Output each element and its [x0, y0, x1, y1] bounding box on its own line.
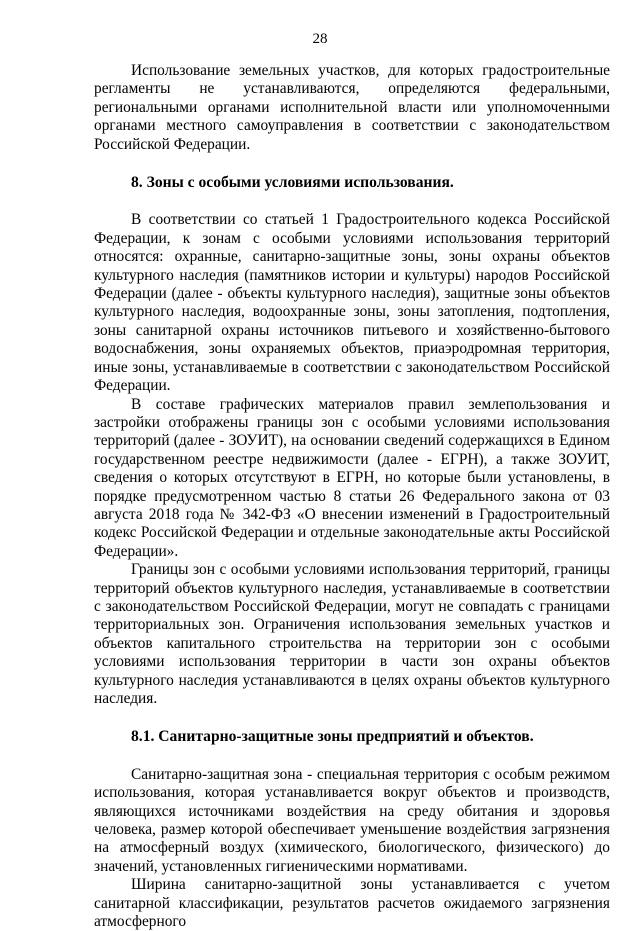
intro-paragraph: Использование земельных участков, для которых градостроительные регламенты не устанавливаются, определяются федеральными, региональными органами исполнительной власти или уполномоченными органами местного самоуправления в соответствии с законодательством Российской Федерации. [94, 62, 610, 153]
section-8-heading: 8. Зоны с особыми условиями использования. [131, 174, 454, 192]
spacer [94, 747, 610, 766]
page-number: 28 [312, 31, 328, 47]
section-8-1-paragraph-1: Санитарно-защитная зона - специальная территория с особым режимом использования, которая устанавливается вокруг объектов и производств, являющихся источниками воздействия на среду обитания и здоровья человека, размер которой обеспечивает уменьшение воздействия загрязнения на атмосферный воздух (химического, биологического, физического) до значений, установленных гигиеническими нормативами. [94, 765, 610, 875]
spacer [94, 708, 610, 728]
section-8-1-paragraph-2: Ширина санитарно-защитной зоны устанавливается с учетом санитарной классификации, результатов расчетов ожидаемого загрязнения атмосферного [94, 876, 610, 931]
section-8-paragraph-1: В соответствии со статьей 1 Градостроительного кодекса Российской Федерации, к зонам с особыми условиями использования территорий относятся: охранные, санитарно-защитные зоны, зоны охраны объектов культурного наследия (памятников истории и культуры) народов Российской Федерации (далее - объекты культурного наследия), защитные зоны объектов культурного наследия, водоохранные зоны, зоны затопления, подтопления, зоны санитарной охраны источников питьевого и хозяйственно-бытового водоснабжения, зоны охраняемых объектов, приаэродромная территория, иные зоны, устанавливаемые в соответствии с законодательством Российской Федерации. [94, 211, 610, 395]
section-8-paragraph-2: В составе графических материалов правил землепользования и застройки отображены границы зон с особыми условиями использования территорий (далее - ЗОУИТ), на основании сведений содержащихся в Едином государственном реестре недвижимости (далее - ЕГРН), а также ЗОУИТ, сведения о которых отсутствуют в ЕГРН, но которые были установлены, в порядке предусмотренном частью 8 статьи 26 Федерального закона от 03 августа 2018 года № 342-ФЗ «О внесении изменений в Градостроительный кодекс Российской Федерации и отдельные законодательные акты Российской Федерации». [94, 395, 610, 560]
section-8-paragraph-3: Границы зон с особыми условиями использования территорий, границы территорий объектов культурного наследия, устанавливаемые в соответствии с законодательством Российской Федерации, могут не совпадать с границами территориальных зон. Ограничения использования земельных участков и объектов капитального строительства на территории зон с особыми условиями использования территории в части зон охраны объектов культурного наследия устанавливаются в целях охраны объектов культурного наследия. [94, 561, 610, 707]
section-8-1-heading: 8.1. Санитарно-защитные зоны предприятий и объектов. [131, 728, 534, 746]
page-content [94, 62, 610, 931]
spacer [94, 154, 610, 174]
spacer [94, 192, 610, 211]
